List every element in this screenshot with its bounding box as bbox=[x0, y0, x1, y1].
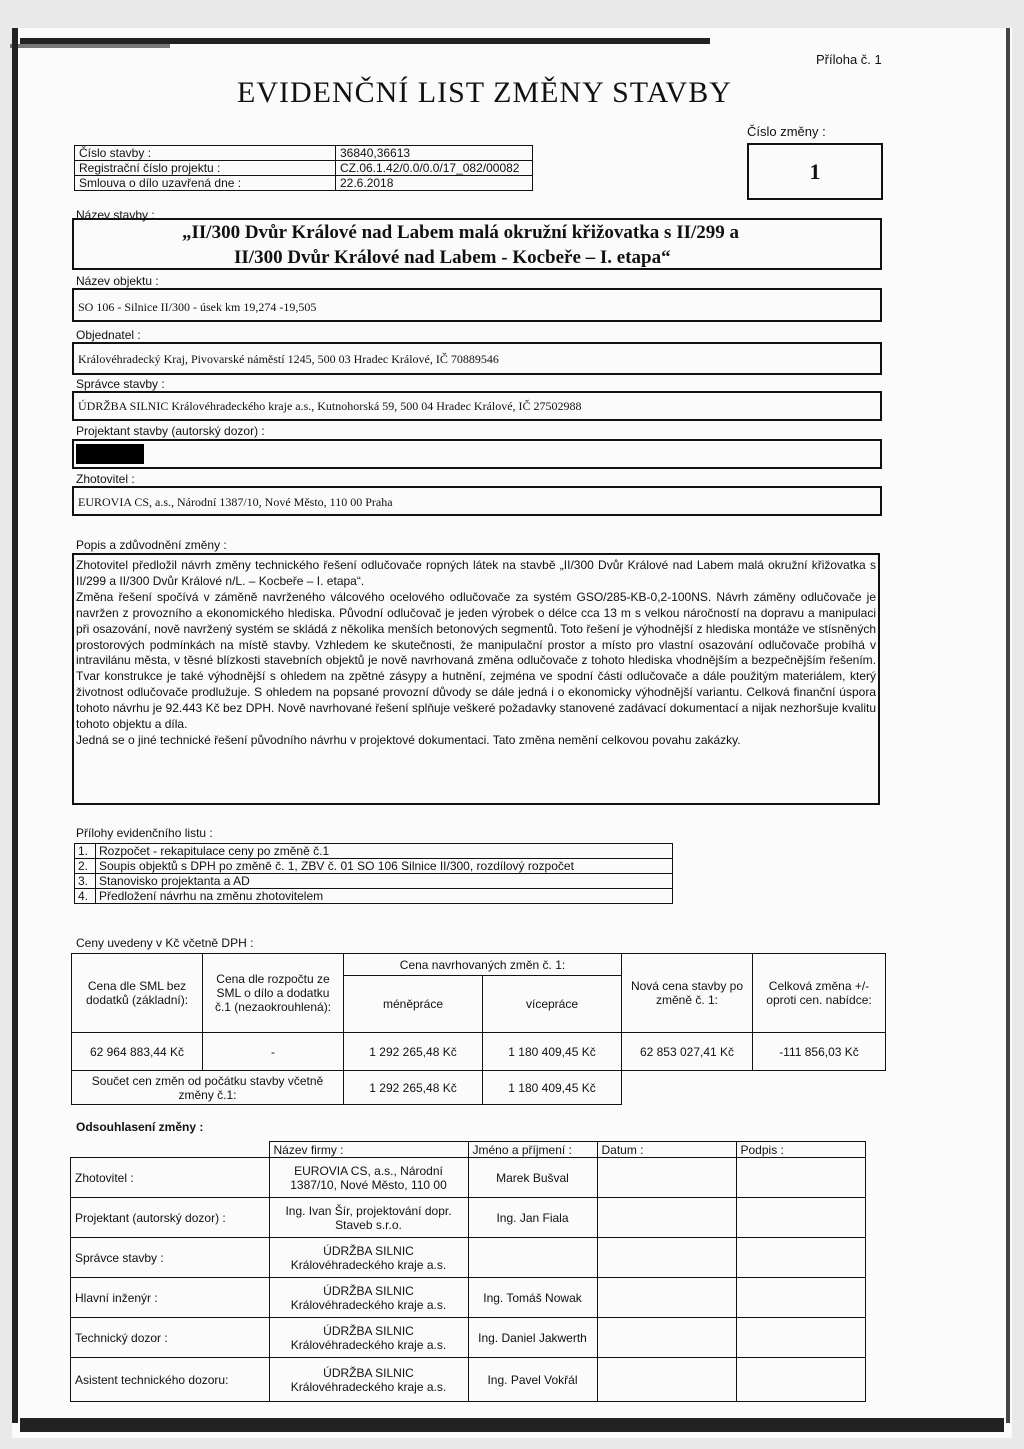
project-name-line1: „II/300 Dvůr Králové nad Labem malá okružní křižovatka s II/299 a bbox=[182, 222, 740, 243]
approval-name bbox=[468, 1238, 597, 1278]
approval-header-date: Datum : bbox=[597, 1142, 736, 1158]
approval-company: EUROVIA CS, a.s., Národní 1387/10, Nové Město, 110 00 bbox=[269, 1158, 468, 1198]
price-value-total: -111 856,03 Kč bbox=[753, 1033, 886, 1071]
approval-signature bbox=[736, 1318, 865, 1358]
price-header-sml: Cena dle SML bez dodatků (základní): bbox=[72, 954, 203, 1033]
approval-company: ÚDRŽBA SILNIC Královéhradeckého kraje a.s. bbox=[269, 1278, 468, 1318]
approval-role: Projektant (autorský dozor) : bbox=[71, 1198, 270, 1238]
price-sum-less: 1 292 265,48 Kč bbox=[344, 1071, 483, 1105]
price-header-less: méněpráce bbox=[344, 976, 483, 1033]
price-value-less: 1 292 265,48 Kč bbox=[344, 1033, 483, 1071]
project-name-label: Název stavby : bbox=[76, 208, 155, 222]
header-value: CZ.06.1.42/0.0/0.0/17_082/00082 bbox=[336, 161, 533, 176]
attachments-table bbox=[74, 843, 673, 904]
approval-role: Asistent technického dozoru: bbox=[71, 1358, 270, 1402]
price-value-new: 62 853 027,41 Kč bbox=[622, 1033, 753, 1071]
price-empty-cell bbox=[622, 1071, 753, 1105]
redacted-block bbox=[76, 444, 144, 464]
attachments-label: Přílohy evidenčního listu : bbox=[76, 826, 213, 840]
scan-border-bottom bbox=[20, 1418, 1004, 1432]
approval-name: Ing. Tomáš Nowak bbox=[468, 1278, 597, 1318]
description-label: Popis a zdůvodnění změny : bbox=[76, 538, 227, 552]
approval-date bbox=[597, 1318, 736, 1358]
price-header-more: vícepráce bbox=[483, 976, 622, 1033]
approval-date bbox=[597, 1238, 736, 1278]
header-value: 22.6.2018 bbox=[336, 176, 533, 191]
price-sum-label: Součet cen změn od počátku stavby včetně změny č.1: bbox=[72, 1071, 344, 1105]
scan-border-top-left bbox=[10, 44, 170, 48]
attachment-row bbox=[75, 844, 673, 859]
project-name-box bbox=[72, 218, 882, 270]
approval-date bbox=[597, 1278, 736, 1318]
contractor-value: EUROVIA CS, a.s., Národní 1387/10, Nové Město, 110 00 Praha bbox=[78, 495, 393, 509]
attachment-text: Stanovisko projektanta a AD bbox=[96, 874, 673, 889]
appendix-label: Příloha č. 1 bbox=[816, 52, 882, 67]
prices-table bbox=[71, 953, 886, 1105]
price-sum-more: 1 180 409,45 Kč bbox=[483, 1071, 622, 1105]
attachment-text: Předložení návrhu na změnu zhotovitelem bbox=[96, 889, 673, 904]
approval-row bbox=[71, 1238, 866, 1278]
attachment-text: Soupis objektů s DPH po změně č. 1, ZBV č. 01 SO 106 Silnice II/300, rozdílový rozpočet bbox=[96, 859, 673, 874]
attachment-number: 4. bbox=[75, 889, 96, 904]
approval-name: Ing. Jan Fiala bbox=[468, 1198, 597, 1238]
header-label: Registrační číslo projektu : bbox=[75, 161, 336, 176]
object-box bbox=[72, 288, 882, 322]
approval-header-company: Název firmy : bbox=[269, 1142, 468, 1158]
attachment-number: 3. bbox=[75, 874, 96, 889]
approval-date bbox=[597, 1358, 736, 1402]
attachment-row bbox=[75, 874, 673, 889]
approval-row bbox=[71, 1278, 866, 1318]
client-label: Objednatel : bbox=[76, 328, 141, 342]
prices-label: Ceny uvedeny v Kč včetně DPH : bbox=[76, 936, 254, 950]
approval-role: Zhotovitel : bbox=[71, 1158, 270, 1198]
attachment-text: Rozpočet - rekapitulace ceny po změně č.1 bbox=[96, 844, 673, 859]
approval-row bbox=[71, 1198, 866, 1238]
price-header-proposed: Cena navrhovaných změn č. 1: bbox=[344, 954, 622, 976]
approval-corner bbox=[71, 1142, 270, 1158]
attachment-row bbox=[75, 859, 673, 874]
description-paragraph: Zhotovitel předložil návrh změny technického řešení odlučovače ropných látek na stavbě „II/300 Dvůr Králové nad Labem malá okružní křižovatka s II/299 a II/300 Dvůr Králové n/L. – Kocbeře – I. etapa“. bbox=[76, 558, 876, 588]
change-number-box bbox=[747, 143, 883, 200]
approval-label: Odsouhlasení změny : bbox=[76, 1120, 204, 1134]
price-header-new: Nová cena stavby po změně č. 1: bbox=[622, 954, 753, 1033]
approval-table bbox=[70, 1141, 866, 1402]
price-value-more: 1 180 409,45 Kč bbox=[483, 1033, 622, 1071]
approval-company: ÚDRŽBA SILNIC Královéhradeckého kraje a.s. bbox=[269, 1318, 468, 1358]
designer-label: Projektant stavby (autorský dozor) : bbox=[76, 424, 265, 438]
admin-box bbox=[72, 391, 882, 421]
page-title: EVIDENČNÍ LIST ZMĚNY STAVBY bbox=[237, 76, 732, 109]
contractor-label: Zhotovitel : bbox=[76, 472, 135, 486]
approval-header-name: Jméno a příjmení : bbox=[468, 1142, 597, 1158]
price-value-budget: - bbox=[203, 1033, 344, 1071]
project-name-line2: II/300 Dvůr Králové nad Labem - Kocbeře – I. etapa“ bbox=[234, 247, 671, 268]
object-label: Název objektu : bbox=[76, 274, 159, 288]
approval-company: ÚDRŽBA SILNIC Královéhradeckého kraje a.s. bbox=[269, 1238, 468, 1278]
approval-signature bbox=[736, 1278, 865, 1318]
attachment-number: 1. bbox=[75, 844, 96, 859]
approval-date bbox=[597, 1158, 736, 1198]
approval-row bbox=[71, 1358, 866, 1402]
approval-company: Ing. Ivan Šír, projektování dopr. Staveb s.r.o. bbox=[269, 1198, 468, 1238]
scan-border-left bbox=[12, 28, 18, 1423]
approval-name: Marek Bušval bbox=[468, 1158, 597, 1198]
price-header-budget: Cena dle rozpočtu ze SML o dílo a dodatku č.1 (nezaokrouhlená): bbox=[203, 954, 344, 1033]
change-number-label: Číslo změny : bbox=[747, 124, 826, 139]
attachment-row bbox=[75, 889, 673, 904]
approval-row bbox=[71, 1158, 866, 1198]
approval-signature bbox=[736, 1358, 865, 1402]
approval-company: ÚDRŽBA SILNIC Královéhradeckého kraje a.s. bbox=[269, 1358, 468, 1402]
price-header-total: Celková změna +/- oproti cen. nabídce: bbox=[753, 954, 886, 1033]
description-paragraph: Změna řešení spočívá v záměně navrženého válcového ocelového odlučovače za systém GSO/285-KB-0,2-100NS. Návrh záměny odlučovače je navržen z provozního a ekonomického hlediska. Původní odlučovač je jeden výrobek o délce cca 13 m s velkou náročností na dopravu a manipulaci při osazování, nově navržený systém se skládá z několika menších betonových segmentů. Toto řešení je výhodnější z hlediska montáže ve stísněných prostorových podmínkách na místě stavby. Vzhledem ke skutečnosti, že manipulační prostor a místo pro vlastní osazování odlučovače probíhá v intravilánu města, v těsné blízkosti stavebních objektů je nově navrhovaná změna odlučovače z tohoto hlediska vhodnějším a bezpečnějším řešením. Tvar konstrukce je také výhodnější s ohledem na zpětné zásypy a hutnění, zejména ve spodní části odlučovače a dále použitým materiálem, který životnost odlučovače prodlužuje. S ohledem na popsané provozní důvody se dále jedná i o ekonomicky výhodnější variantu. Celková finanční úspora tohoto návrhu je 92.443 Kč bez DPH. Nově navrhované řešení splňuje veškeré požadavky stanovené zadávací dokumentací a nijak nezhoršuje kvalitu tohoto objektu a díla. bbox=[76, 589, 876, 732]
approval-date bbox=[597, 1198, 736, 1238]
designer-box bbox=[72, 439, 882, 469]
approval-signature bbox=[736, 1238, 865, 1278]
header-value: 36840,36613 bbox=[336, 146, 533, 161]
client-box bbox=[72, 342, 882, 375]
description-paragraph: Jedná se o jiné technické řešení původního návrhu v projektové dokumentaci. Tato změna nemění celkovou povahu zakázky. bbox=[76, 732, 741, 747]
admin-label: Správce stavby : bbox=[76, 377, 165, 391]
object-value: SO 106 - Silnice II/300 - úsek km 19,274 -19,505 bbox=[78, 300, 317, 314]
header-label: Smlouva o dílo uzavřená dne : bbox=[75, 176, 336, 191]
attachment-number: 2. bbox=[75, 859, 96, 874]
price-empty-cell bbox=[753, 1071, 886, 1105]
header-table bbox=[74, 145, 533, 191]
approval-role: Hlavní inženýr : bbox=[71, 1278, 270, 1318]
approval-row bbox=[71, 1318, 866, 1358]
approval-role: Správce stavby : bbox=[71, 1238, 270, 1278]
admin-value: ÚDRŽBA SILNIC Královéhradeckého kraje a.s., Kutnohorská 59, 500 04 Hradec Králové, IČ 27502988 bbox=[78, 399, 582, 413]
approval-role: Technický dozor : bbox=[71, 1318, 270, 1358]
approval-name: Ing. Daniel Jakwerth bbox=[468, 1318, 597, 1358]
header-label: Číslo stavby : bbox=[75, 146, 336, 161]
change-number: 1 bbox=[809, 159, 821, 184]
contractor-box bbox=[72, 486, 882, 516]
client-value: Královéhradecký Kraj, Pivovarské náměstí 1245, 500 03 Hradec Králové, IČ 70889546 bbox=[78, 352, 499, 366]
description-box bbox=[72, 553, 880, 805]
approval-name: Ing. Pavel Vokřál bbox=[468, 1358, 597, 1402]
price-value-sml: 62 964 883,44 Kč bbox=[72, 1033, 203, 1071]
approval-signature bbox=[736, 1158, 865, 1198]
approval-signature bbox=[736, 1198, 865, 1238]
approval-header-signature: Podpis : bbox=[736, 1142, 865, 1158]
scan-border-right bbox=[1006, 28, 1010, 1423]
